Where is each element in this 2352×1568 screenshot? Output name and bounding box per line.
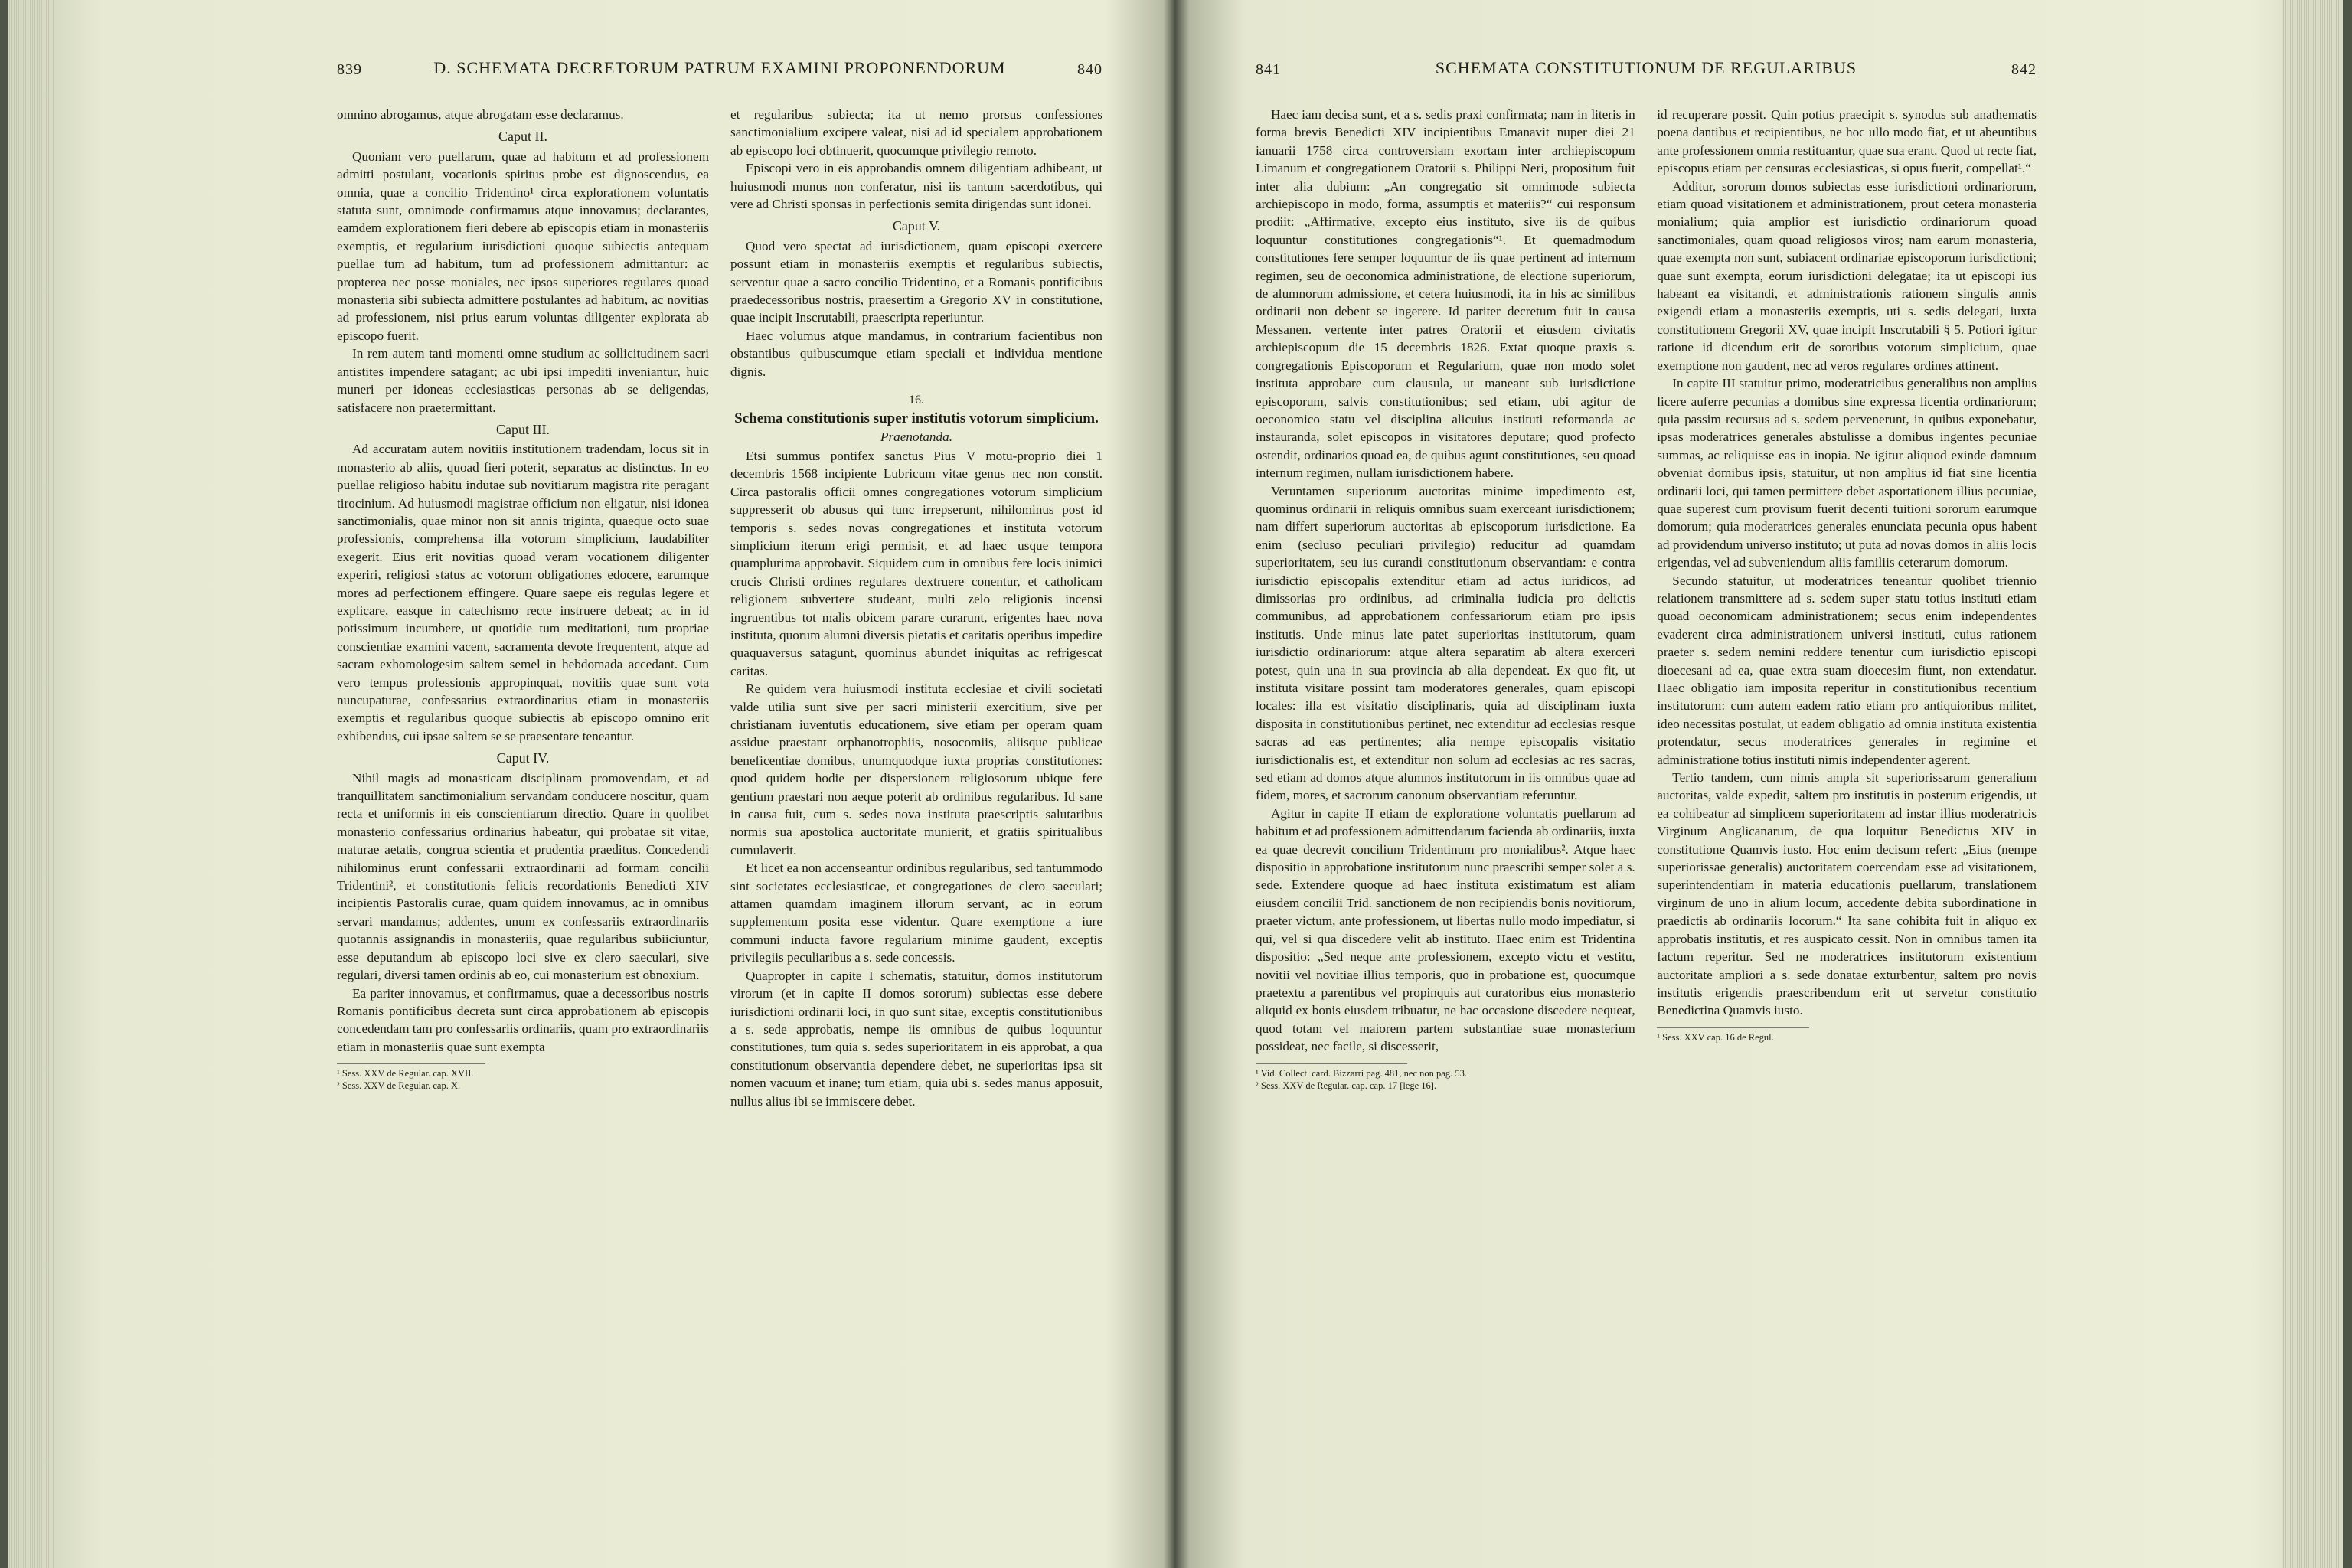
text-column — [337, 106, 709, 1110]
paragraph: Agitur in capite II etiam de exploratione voluntatis puellarum ad habitum et ad professionem admittendarum facienda ab ordinariis, iuxta ea quae decrevit concilium Tridentinum pro monialibus². Atque haec dispositio in approbatione institutorum nunc praescribi semper solet a s. sede. Extendere quoque ad haec instituta existimatum est aliam eiusdem concilii Trid. sanctionem de non recipiendis bonis novitiorum, praeter victum, ante professionem, ut libertas nullo modo impediatur, si qui, vel si qua discedere velit ab instituto. Haec enim est Tridentina dispositio: „Sed neque ante professionem, excepto victu et vestitu, novitii vel novitiae illius temporis, quo in probatione est, quocumque praetextu a parentibus vel propinquis aut curatoribus eius monasterio aliquid ex bonis eiusdem tribuatur, ne hac occasione discedere nequeat, quod totam vel maiorem partem substantiae suae monasterium possideat, nec facile, si discesserit, — [1256, 805, 1635, 1054]
section-number: 16. — [909, 394, 924, 407]
page-number: 842 — [2011, 61, 2037, 78]
left-page — [337, 54, 1102, 1110]
chapter-heading: Caput V. — [892, 218, 941, 234]
footnotes — [1256, 1063, 1467, 1092]
paragraph: Et licet ea non accenseantur ordinibus regularibus, sed tantummodo sint societates ecclesiasticae, et congregationes de clero saeculari; attamen quamdam imaginem illorum servant, ac in eorum supplementum posita esse videntur. Quare exemptione a iure communi inducta favore regularium minime gaudent, exceptis privilegiis peculiaribus a s. sede concessis. — [730, 861, 1102, 965]
section-title: Schema constitutionis super institutis votorum simplicium. — [734, 410, 1099, 426]
page-number: 839 — [337, 61, 362, 78]
paragraph: Additur, sororum domos subiectas esse iurisdictioni ordinariorum, etiam quoad visitationem et administrationem, prout cetera monasteria monialium; quia amplior est iurisdictio ordinariorum quoad sanctimoniales, quam quoad religiosos viros; nam earum monasteria, quae exempta non sunt, subiacent ordinariae episcoporum iurisdictioni; quae sunt exempta, eorum iurisdictioni delegatae; ita ut episcopi ius habeant ea visitandi, et administrationis rationem singulis annis exigendi etiam a monasteriis exemptis, uti s. sedis delegati, iuxta constitutionem Gregorii XV, quae incipit Inscrutabili § 5. Potiori igitur ratione id dicendum erit de sororibus votorum simplicium, quae exemptione non gaudent, nec ad veros regulares ordines attinent. — [1657, 178, 2037, 373]
running-head — [337, 54, 1102, 84]
paragraph: Re quidem vera huiusmodi instituta ecclesiae et civili societati valde utilia sunt sive per sacri ministerii exercitium, sive per christianam iuventutis educationem, sive etiam per operam quam assidue praestant orphanotrophiis, nosocomiis, aliisque publicae beneficentiae domibus, unumquodque iuxta proprias constitutiones: quod quidem hodie per dispersionem religiosorum ubique fere gentium praestari non aeque poterit ab ordinibus regularibus. Id sane in causa fuit, cum s. sedes nova instituta praescriptis salutaribus normis sua apostolica auctoritate munierit, et gratiis spiritualibus cumulaverit. — [730, 681, 1102, 858]
text-column — [730, 106, 1102, 1110]
footnote: ¹ Vid. Collect. card. Bizzarri pag. 481, nec non pag. 53. — [1256, 1067, 1467, 1079]
paragraph: Haec iam decisa sunt, et a s. sedis praxi confirmata; nam in literis in forma brevis Benedicti XIV incipientibus Emanavit nuper diei 21 ianuarii 1758 circa controversiam exortam inter archiepiscopum Limanum et congregationem Oratorii s. Philippi Neri, propositum fuit inter alia dubium: „An congregatio sit omnimode subiecta archiepiscopo in modo, forma, assumptis et materiis?“ cui responsum prodiit: „Affirmative, excepto eius instituto, sive iis de quibus loquuntur constitutiones congregationis“¹. Et quemadmodum constitutiones fere semper loquuntur de iis quae pertinent ad internum regimen, seu de oeconomica administratione, de electione superiorum, de alumnorum admissione, et cetera huiusmodi, ita in his ac similibus ordinarii non debent se ingerere. Id pariter decretum fuit in causa Messanen. vertente inter patres Oratorii et eiusdem civitatis archiepiscopum die 15 decembris 1826. Extat quoque praxis s. congregationis Episcoporum et Regularium, quae non modo solet instituta approbare cum clausula, ut maneant sub iurisdictione episcoporum, salvis constitutionibus; sed etiam, ubi agitur de oeconomico statu vel disciplina alicuius instituti reformanda ac instauranda, solet episcopos in visitatores deputare; quod profecto ostendit, ordinarios quoad ea, de quibus agunt constitutiones, seu quoad internum regimen, nullam iurisdictionem habere. — [1256, 107, 1635, 481]
paragraph: Ad accuratam autem novitiis institutionem tradendam, locus sit in monasterio ab aliis, quoad fieri poterit, separatus ac distinctus. In eo puellae religioso habitu indutae sub novitiarum magistra rite peragant tirocinium. Ad huiusmodi magistrae officium non eligatur, nisi idonea sanctimonialis, quae minor non sit annis triginta, quaeque octo suae professionis, comprehensa illa votorum simplicium, laudabiliter exegerit. Eius erit novitias quoad veram vocationem diligenter experiri, religiosi status ac votorum obligationes edocere, earumque mores ad perfectionem effingere. Quare saepe eis regulas legere et explicare, easque in catechismo recte instruere debeat; ac in id potissimum incumbere, ut quotidie tum meditationi, tum propriae conscientiae examini vacent, sacramenta devote frequentent, atque ad sacram exhomologesim saltem semel in hebdomada accedant. Cum vero tempus professionis appropinquat, novitiis quae sunt vota nuncupaturae, confessarius extraordinarius etiam in monasteriis exemptis et regularibus quoque subiectis ab episcopo omnino erit exhibendus, cui ipsae saltem se se praesentare teneantur. — [337, 442, 709, 743]
chapter-heading: Caput II. — [498, 129, 547, 145]
paragraph: Ea pariter innovamus, et confirmamus, quae a decessoribus nostris Romanis pontificibus decreta sunt circa approbationem ab episcopis concedendam tam pro confessariis ordinariis, quam pro extraordinariis etiam in monasteriis quae sunt exempta — [337, 985, 709, 1054]
paragraph: Quod vero spectat ad iurisdictionem, quam episcopi exercere possunt etiam in monasteriis exemptis et regularibus subiectis, serventur quae a sacro concilio Tridentino, et a Romanis pontificibus praedecessoribus nostris, praesertim a Gregorio XV in constitutione, quae incipit Inscrutabili, praescripta reperiuntur. — [730, 238, 1102, 325]
footnote: ² Sess. XXV de Regular. cap. cap. 17 [lege 16]. — [1256, 1080, 1437, 1091]
text-column — [1256, 106, 1635, 1092]
page-number: 841 — [1256, 61, 1281, 78]
running-title: SCHEMATA CONSTITUTIONUM DE REGULARIBUS — [1435, 58, 1857, 77]
footnotes — [337, 1063, 485, 1092]
footnote: ¹ Sess. XXV de Regular. cap. XVII. — [337, 1068, 474, 1080]
paragraph: et regularibus subiecta; ita ut nemo prorsus confessiones sanctimonialium excipere valeat, nisi ad id specialem approbationem ab episcopo loci obtinuerit, quocumque privilegio remoto. — [730, 107, 1102, 158]
running-title: D. SCHEMATA DECRETORUM PATRUM EXAMINI PROPONENDORUM — [433, 58, 1006, 77]
section-subtitle: Praenotanda. — [880, 429, 953, 444]
book-spread — [8, 0, 2343, 1568]
paragraph: omnino abrogamus, atque abrogatam esse declaramus. — [337, 107, 624, 122]
text-column — [1657, 106, 2037, 1092]
paragraph: In rem autem tanti momenti omne studium ac sollicitudinem sacri antistites impendere satagant; ac ubi ipsi impediti inveniantur, huic muneri per idoneas ecclesiasticas personas ab se deligendas, satisfacere non praetermittant. — [337, 346, 709, 415]
paragraph: Episcopi vero in eis approbandis omnem diligentiam adhibeant, ut huiusmodi munus non conferatur, nisi iis tantum sacerdotibus, qui vere ad Christi sponsas in perfectionis semita dirigendas sunt idonei. — [730, 161, 1102, 212]
page-edges-right — [2282, 0, 2343, 1568]
chapter-heading: Caput IV. — [496, 750, 550, 766]
paragraph: Nihil magis ad monasticam disciplinam promovendam, et ad tranquillitatem sanctimonialium servandam conducere noscitur, quam recta et uniformis in eis conscientiarum directio. Quare in quolibet monasterio confessarius ordinarius habeatur, qui probatae sit vitae, maturae aetatis, congrua scientia et prudentia praeditus. Concedendi nihilominus erunt confessarii extraordinarii ad formam concilii Tridentini², et constitutionis felicis recordationis Benedicti XIV incipientis Pastoralis curae, quam quidem innovamus, ac in omnibus servari mandamus; addentes, unum ex confessariis extraordinariis quotannis assignandis in monasteriis, quae regularibus subiiciuntur, esse deputandum ab episcopo loci sive ex clero saeculari, sive regulari, diversi tamen ordinis ab eo, cui monasterium est obnoxium. — [337, 770, 709, 983]
footnote: ² Sess. XXV de Regular. cap. X. — [337, 1080, 461, 1092]
paragraph: Secundo statuitur, ut moderatrices teneantur quolibet triennio relationem transmittere ad s. sedem super statu totius instituti etiam quoad oeconomicam administrationem; secus enim independentes evaderent circa administrationem universi instituti, cuius rationem praeter s. sedem nemini reddere tenentur cum iurisdictio episcopi dioecesani ad ea, quae extra suam dioecesim fiunt, non extendatur. Haec obligatio iam imposita reperitur in constitutionibus recentium institutorum: cum autem eadem ratio etiam pro antiquioribus militet, ideo necessitas postulat, ut eadem obligatio ad omnia instituta existentia protendatur, secus moderatrices generales in regimine et administratione totius instituti nimis independenter agerent. — [1657, 573, 2037, 767]
paragraph: Haec volumus atque mandamus, in contrarium facientibus non obstantibus quibuscumque etiam speciali et individua mentione dignis. — [730, 328, 1102, 379]
paragraph: Quoniam vero puellarum, quae ad habitum et ad professionem admitti postulant, vocationis spiritus probe est dignoscendus, ea omnia, quae a concilio Tridentino¹ circa explorationem voluntatis statuta sunt, omnimode confirmamus atque innovamus; declarantes, eamdem explorationem fieri debere ab episcopis etiam in monasteriis exemptis, et regularium iurisdictioni quoque subiectis antequam puellae tum ad habitum, tum ad professionem admittantur: ac propterea nec posse moniales, nec ipsos superiores regulares quoad monasteria sibi subiecta admittere postulantes ad habitum, ac novitias ad professionem, nisi prius earum voluntas diligenter explorata ab episcopo fuerit. — [337, 149, 709, 343]
footnote: ¹ Sess. XXV cap. 16 de Regul. — [1657, 1031, 1774, 1043]
footnotes — [1657, 1027, 1808, 1044]
running-head — [1256, 54, 2037, 84]
paragraph: id recuperare possit. Quin potius praecipit s. synodus sub anathematis poena dantibus et recipientibus, ne hoc ullo modo fiat, et ut abeuntibus ante professionem omnia restituantur, quae sua erant. Quod ut recte fiat, episcopus etiam per censuras ecclesiasticas, si opus fuerit, compellat¹.“ — [1657, 107, 2037, 176]
paragraph: Veruntamen superiorum auctoritas minime impedimento est, quominus ordinarii in reliquis omnibus suam exerceant iurisdictionem; nam differt superiorum auctoritas ab episcoporum iurisdictione. Ea enim (secluso peculiari privilegio) reducitur ad quamdam superioritatem, seu ius curandi constitutionum observantiam: e contra iurisdictio episcopalis extenditur etiam ad actus iuridicos, ad dimissorias pro ordinibus, ad criminalia iudicia pro delictis communibus, ad approbationem confessariorum etiam pro ipsis institutis. Unde minus late patet superioritas institutorum, quam iurisdictio ordinariorum: atque altera separatim ab altera exerceri potest, quin una in sua provincia ab alia dependeat. Ex quo fit, ut instituta visitare possint tam moderatores generales, quam episcopi locales: illa est visitatio disciplinaris, quia ad disciplinam iuxta disposita in constitutionibus pertinet, nec extenditur ad ecclesias resque sacras ad eas pertinentes; alia nempe episcopalis visitatio iurisdictionalis est, et extenditur non solum ad ecclesias ac res sacras, sed etiam ad domos atque alumnos institutorum in iis omnibus quae ad fidem, mores, et sacrorum canonum observantiam referuntur. — [1256, 483, 1635, 803]
paragraph: Quapropter in capite I schematis, statuitur, domos institutorum virorum (et in capite II domos sororum) subiectas esse debere iurisdictioni ordinarii loci, in quo sunt sitae, exceptis constitutionibus a s. sede approbatis, nempe iis omnibus de quibus loquuntur constitutiones, tum quia s. sedes superioritatem in eis approbat, a qua constitutionum observantia dependere debet, ne superioritas ipsa sit nomen vacuum et inane; tum etiam, quia ubi s. sedes manus apposuit, nullus alius ibi se immiscere debet. — [730, 968, 1102, 1109]
paragraph: Tertio tandem, cum nimis ampla sit superiorissarum generalium auctoritas, valde expedit, saltem pro institutis in posterum erigendis, ut ea cohibeatur ad simplicem superioritatem ad instar illius moderatricis Virginum Anglicanarum, de qua loquitur Benedictus XIV in constitutione Quamvis iusto. Hoc enim decisum refert: „Eius (nempe superiorissae generalis) auctoritatem coercendam esse ad visitationem, superintendentiam in materia educationis puellarum, translationem virginum de uno in alium locum, accedente debita subordinatione in praedictis ab ordinariis locorum.“ Ita sane cohibita fuit in aliquo ex approbatis institutis, et res auspicato cessit. Non in omnibus tamen ita factum reperitur. Sed ne moderatrices institutorum existentium auctoritate ampliori a s. sede donatae exturbentur, saltem pro novis institutis erigendis praescribendum erit ut servetur constitutio Benedictina Quamvis iusto. — [1657, 770, 2037, 1018]
chapter-heading: Caput III. — [496, 421, 550, 437]
page-edges-left — [8, 0, 54, 1568]
paragraph: In capite III statuitur primo, moderatricibus generalibus non amplius licere auferre pecunias a domibus sine expressa licentia ordinariorum; quia passim recursus ad s. sedem pervenerunt, in quibus exponebatur, ipsas moderatrices generales abstulisse a domibus ingentes pecuniae summas, ac reliquisse eas in inopia. Ne igitur aliquod exinde damnum obveniat domibus ipsis, statuitur, ut non amplius id fiat sine licentia ordinarii loci, qui tamen permittere debet asportationem illius pecuniae, quae superest cum provisum fuerit decenti tuitioni sororum earumque domorum; quia moderatrices generales enunciata pecunia opus habent ad providendum universo instituto; ut puta ad novas domos in aliis locis erigendas, vel ad subveniendum aliis familiis ceterarum domorum. — [1657, 376, 2037, 570]
page-number: 840 — [1077, 61, 1102, 78]
paragraph: Etsi summus pontifex sanctus Pius V motu-proprio diei 1 decembris 1568 incipiente Lubricum vitae genus nec non constit. Circa pastoralis officii omnes congregationes votorum simplicium suppresserit ob abusus qui tunc irrepserunt, nihilominus post id temporis s. sedes novas congregationes et instituta votorum simplicium iterum erigi permisit, et ad haec usque tempora quamplurima approbavit. Siquidem cum in omnibus fere locis inimici crucis Christi ordines regulares dextruere conentur, et catholicam religionem subvertere studeant, multi zelo religionis incensi ingruentibus tot malis obicem parare curarunt, erigentes haec nova instituta, quorum alumni diversis pietatis et caritatis operibus impedire quaquaversus satagunt, quominus abundet iniquitas ac refrigescat caritas. — [730, 448, 1102, 678]
right-page — [1256, 54, 2037, 1092]
